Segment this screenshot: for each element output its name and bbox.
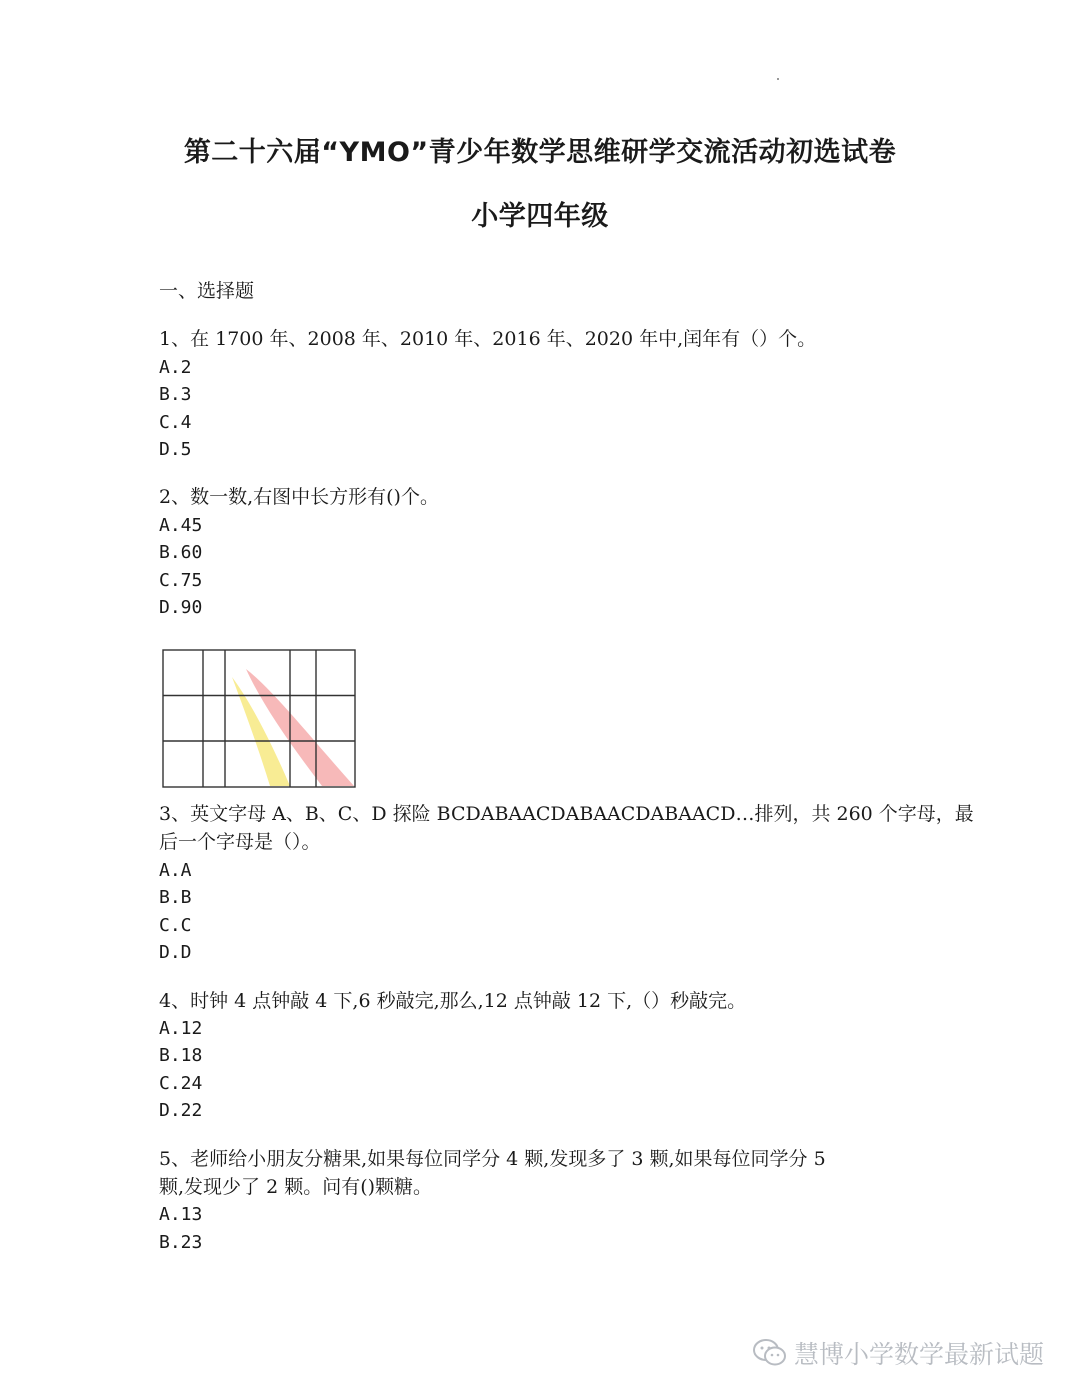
question-3-stem-line-1: 3、英文字母 A、B、C、D 探险 BCDABAACDABAACDABAACD…排列，共 260 个字母，最 bbox=[159, 803, 974, 825]
question-2-option-b: B.60 bbox=[159, 542, 203, 563]
watermark bbox=[752, 1335, 1044, 1371]
question-5-option-b: B.23 bbox=[159, 1232, 203, 1253]
exam-title: 第二十六届“YMO”青少年数学思维研学交流活动初选试卷 bbox=[183, 137, 897, 168]
question-5-stem-line-2: 颗,发现少了 2 颗。问有()颗糖。 bbox=[159, 1176, 433, 1198]
watermark-text: 慧博小学数学最新试题 bbox=[793, 1340, 1044, 1369]
question-4-option-b: B.18 bbox=[159, 1045, 203, 1066]
question-4-option-d: D.22 bbox=[159, 1100, 203, 1121]
question-3-option-a: A.A bbox=[159, 860, 192, 881]
question-3-option-c: C.C bbox=[159, 915, 192, 936]
question-1-stem: 1、在 1700 年、2008 年、2010 年、2016 年、2020 年中,闰年有（）个。 bbox=[159, 328, 817, 350]
question-1-option-a: A.2 bbox=[159, 357, 192, 378]
rectangle-grid-figure bbox=[162, 649, 358, 789]
question-1-option-c: C.4 bbox=[159, 412, 192, 433]
question-2-option-d: D.90 bbox=[159, 597, 203, 618]
question-3-option-d: D.D bbox=[159, 942, 192, 963]
question-1-option-b: B.3 bbox=[159, 384, 192, 405]
wechat-icon bbox=[752, 1338, 788, 1368]
question-2-option-c: C.75 bbox=[159, 570, 203, 591]
question-3-option-b: B.B bbox=[159, 887, 192, 908]
scan-speck bbox=[777, 78, 779, 80]
question-3-stem-line-2: 后一个字母是（）。 bbox=[159, 831, 321, 853]
question-1-option-d: D.5 bbox=[159, 439, 192, 460]
question-4-option-c: C.24 bbox=[159, 1073, 203, 1094]
question-2-stem: 2、数一数,右图中长方形有()个。 bbox=[159, 486, 439, 508]
question-5-option-a: A.13 bbox=[159, 1204, 203, 1225]
question-2-option-a: A.45 bbox=[159, 515, 203, 536]
question-5-stem-line-1: 5、老师给小朋友分糖果,如果每位同学分 4 颗,发现多了 3 颗,如果每位同学分 5 bbox=[159, 1148, 826, 1170]
question-4-option-a: A.12 bbox=[159, 1018, 203, 1039]
grade-subtitle: 小学四年级 bbox=[471, 201, 609, 232]
question-4-stem: 4、时钟 4 点钟敲 4 下,6 秒敲完,那么,12 点钟敲 12 下,（）秒敲完。 bbox=[159, 990, 747, 1012]
section-title: 一、选择题 bbox=[159, 280, 255, 302]
